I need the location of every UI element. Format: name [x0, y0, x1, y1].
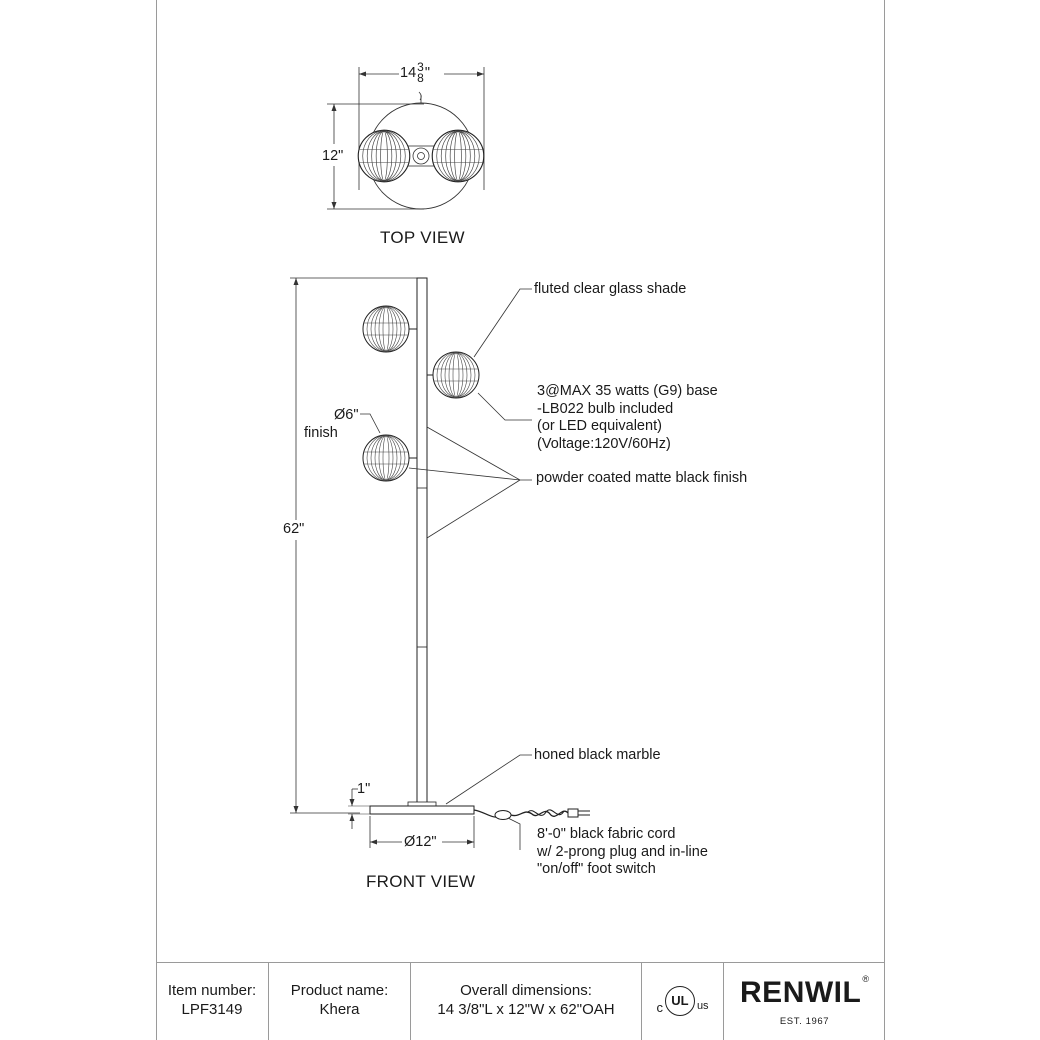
width-denominator: 8: [417, 71, 424, 86]
overall-dimensions-label: Overall dimensions:: [460, 982, 592, 1000]
product-name-cell: [268, 962, 410, 1040]
width-numerator: 3: [417, 60, 424, 74]
cul-c-mark: c: [656, 999, 663, 1015]
bulb-callout-line3: (or LED equivalent): [537, 418, 662, 435]
top-view-depth-dimension: 12": [322, 148, 344, 164]
overall-dimensions-cell: [410, 962, 641, 1040]
brand-name: RENWIL: [740, 976, 862, 1010]
front-view-title: FRONT VIEW: [366, 872, 476, 891]
product-name-label: Product name:: [290, 982, 389, 1000]
cord-callout: [537, 826, 708, 879]
brand-logo: [740, 974, 869, 1012]
cul-us-mark: us: [696, 1000, 709, 1013]
width-whole: 14: [400, 65, 417, 82]
bulb-callout-line1: 3@MAX 35 watts (G9) base: [537, 383, 718, 399]
bulb-callout: [537, 383, 718, 454]
shade-diameter-dimension: Ø6": [334, 407, 359, 423]
shade-callout: fluted clear glass shade: [534, 281, 687, 297]
finish-label: finish: [304, 425, 338, 441]
base-diameter-dimension: Ø12": [404, 834, 437, 850]
certification-cell: [641, 962, 723, 1040]
product-name-value: Khera: [319, 1001, 360, 1018]
top-view-title: TOP VIEW: [380, 228, 465, 247]
item-number-label: Item number:: [167, 982, 257, 1000]
cord-callout-line1: 8'-0" black fabric cord: [537, 826, 676, 842]
item-number-value: LPF3149: [181, 1001, 243, 1018]
bulb-callout-line2: -LB022 bulb included: [537, 400, 674, 417]
cord-callout-line2: w/ 2-prong plug and in-line: [537, 843, 708, 860]
overall-dimensions-value: 14 3/8"L x 12"W x 62"OAH: [437, 1001, 615, 1018]
ul-logo-text: UL: [671, 992, 689, 1008]
width-unit: ": [424, 65, 430, 82]
base-thickness-dimension: 1": [357, 781, 371, 797]
finish-callout: powder coated matte black finish: [536, 470, 748, 486]
brand-established: EST. 1967: [779, 1015, 830, 1027]
top-view-width-dimension: [400, 62, 430, 85]
brand-cell: [723, 962, 885, 1040]
marble-callout: honed black marble: [534, 747, 661, 763]
top-view-drawing: [327, 67, 484, 209]
ul-logo-icon: [665, 986, 695, 1016]
registered-mark: ®: [862, 974, 869, 985]
bulb-callout-line4: (Voltage:120V/60Hz): [537, 436, 671, 453]
front-view-height-dimension: 62": [283, 521, 305, 537]
cord-callout-line3: "on/off" foot switch: [537, 861, 656, 878]
item-number-cell: [156, 962, 268, 1040]
